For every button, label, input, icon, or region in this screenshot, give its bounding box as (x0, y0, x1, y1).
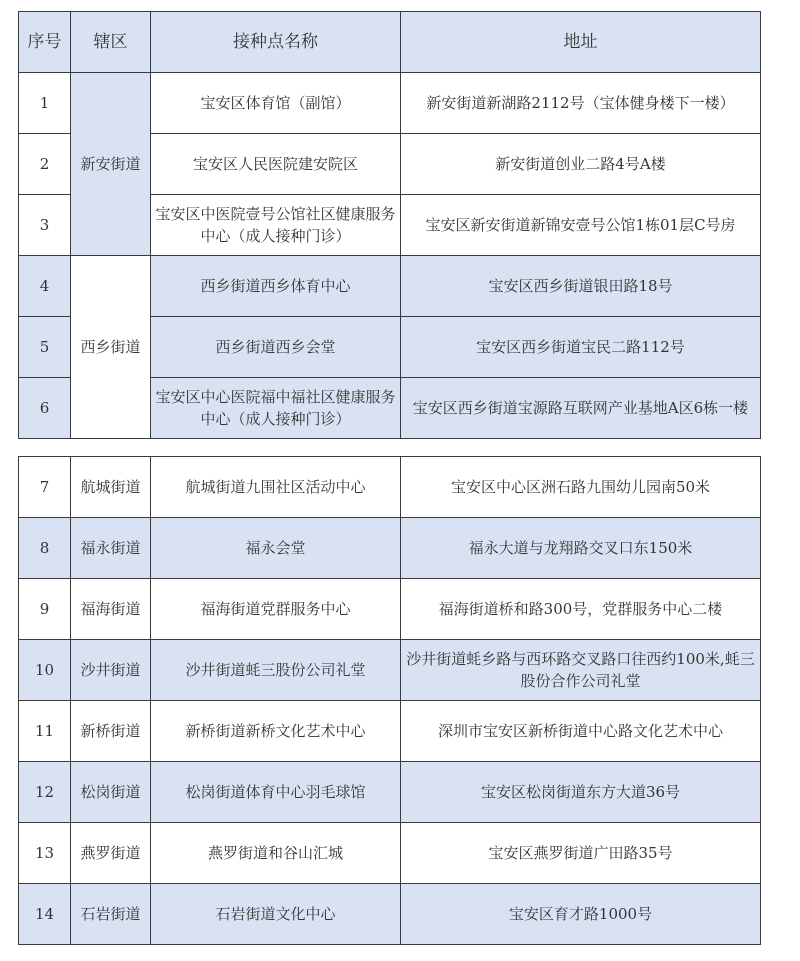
address-cell: 福永大道与龙翔路交叉口东150米 (401, 518, 761, 579)
site-cell: 沙井街道蚝三股份公司礼堂 (151, 640, 401, 701)
header-district: 辖区 (71, 12, 151, 73)
site-cell: 燕罗街道和谷山汇城 (151, 823, 401, 884)
district-cell: 新安街道 (71, 73, 151, 256)
site-cell: 宝安区人民医院建安院区 (151, 134, 401, 195)
district-cell: 沙井街道 (71, 640, 151, 701)
table-row (19, 518, 761, 579)
table-row (19, 579, 761, 640)
address-cell: 宝安区西乡街道宝民二路112号 (401, 317, 761, 378)
site-cell: 宝安区中医院壹号公馆社区健康服务中心（成人接种门诊） (151, 195, 401, 256)
table-row (19, 823, 761, 884)
header-site: 接种点名称 (151, 12, 401, 73)
table-row (19, 73, 761, 134)
district-cell: 新桥街道 (71, 701, 151, 762)
address-cell: 新安街道新湖路2112号（宝体健身楼下一楼） (401, 73, 761, 134)
address-cell: 宝安区西乡街道银田路18号 (401, 256, 761, 317)
row-index: 4 (19, 256, 71, 317)
address-cell: 宝安区育才路1000号 (401, 884, 761, 945)
district-cell: 石岩街道 (71, 884, 151, 945)
district-cell: 福海街道 (71, 579, 151, 640)
address-cell: 宝安区中心区洲石路九围幼儿园南50米 (401, 457, 761, 518)
district-cell: 福永街道 (71, 518, 151, 579)
row-index: 13 (19, 823, 71, 884)
row-index: 9 (19, 579, 71, 640)
site-cell: 松岗街道体育中心羽毛球馆 (151, 762, 401, 823)
table-row (19, 640, 761, 701)
row-index: 2 (19, 134, 71, 195)
site-cell: 西乡街道西乡体育中心 (151, 256, 401, 317)
table-row (19, 762, 761, 823)
row-index: 7 (19, 457, 71, 518)
address-cell: 宝安区新安街道新锦安壹号公馆1栋01层C号房 (401, 195, 761, 256)
district-cell: 西乡街道 (71, 256, 151, 439)
table-row (19, 457, 761, 518)
vaccination-sites-table-part-2 (18, 456, 761, 945)
address-cell: 宝安区燕罗街道广田路35号 (401, 823, 761, 884)
row-index: 3 (19, 195, 71, 256)
row-index: 1 (19, 73, 71, 134)
site-cell: 宝安区体育馆（副馆） (151, 73, 401, 134)
row-index: 14 (19, 884, 71, 945)
address-cell: 新安街道创业二路4号A楼 (401, 134, 761, 195)
district-cell: 松岗街道 (71, 762, 151, 823)
address-cell: 沙井街道蚝乡路与西环路交叉路口往西约100米,蚝三股份合作公司礼堂 (401, 640, 761, 701)
site-cell: 福永会堂 (151, 518, 401, 579)
vaccination-sites-table-part-1 (18, 11, 761, 439)
site-cell: 福海街道党群服务中心 (151, 579, 401, 640)
district-cell: 航城街道 (71, 457, 151, 518)
district-cell: 燕罗街道 (71, 823, 151, 884)
address-cell: 福海街道桥和路300号，党群服务中心二楼 (401, 579, 761, 640)
row-index: 8 (19, 518, 71, 579)
address-cell: 宝安区西乡街道宝源路互联网产业基地A区6栋一楼 (401, 378, 761, 439)
table-row (19, 701, 761, 762)
header-address: 地址 (401, 12, 761, 73)
site-cell: 宝安区中心医院福中福社区健康服务中心（成人接种门诊） (151, 378, 401, 439)
address-cell: 深圳市宝安区新桥街道中心路文化艺术中心 (401, 701, 761, 762)
row-index: 10 (19, 640, 71, 701)
row-index: 11 (19, 701, 71, 762)
header-row (19, 12, 761, 73)
site-cell: 西乡街道西乡会堂 (151, 317, 401, 378)
table-row (19, 884, 761, 945)
table-row (19, 256, 761, 317)
row-index: 6 (19, 378, 71, 439)
row-index: 12 (19, 762, 71, 823)
row-index: 5 (19, 317, 71, 378)
site-cell: 新桥街道新桥文化艺术中心 (151, 701, 401, 762)
site-cell: 航城街道九围社区活动中心 (151, 457, 401, 518)
header-index: 序号 (19, 12, 71, 73)
address-cell: 宝安区松岗街道东方大道36号 (401, 762, 761, 823)
site-cell: 石岩街道文化中心 (151, 884, 401, 945)
